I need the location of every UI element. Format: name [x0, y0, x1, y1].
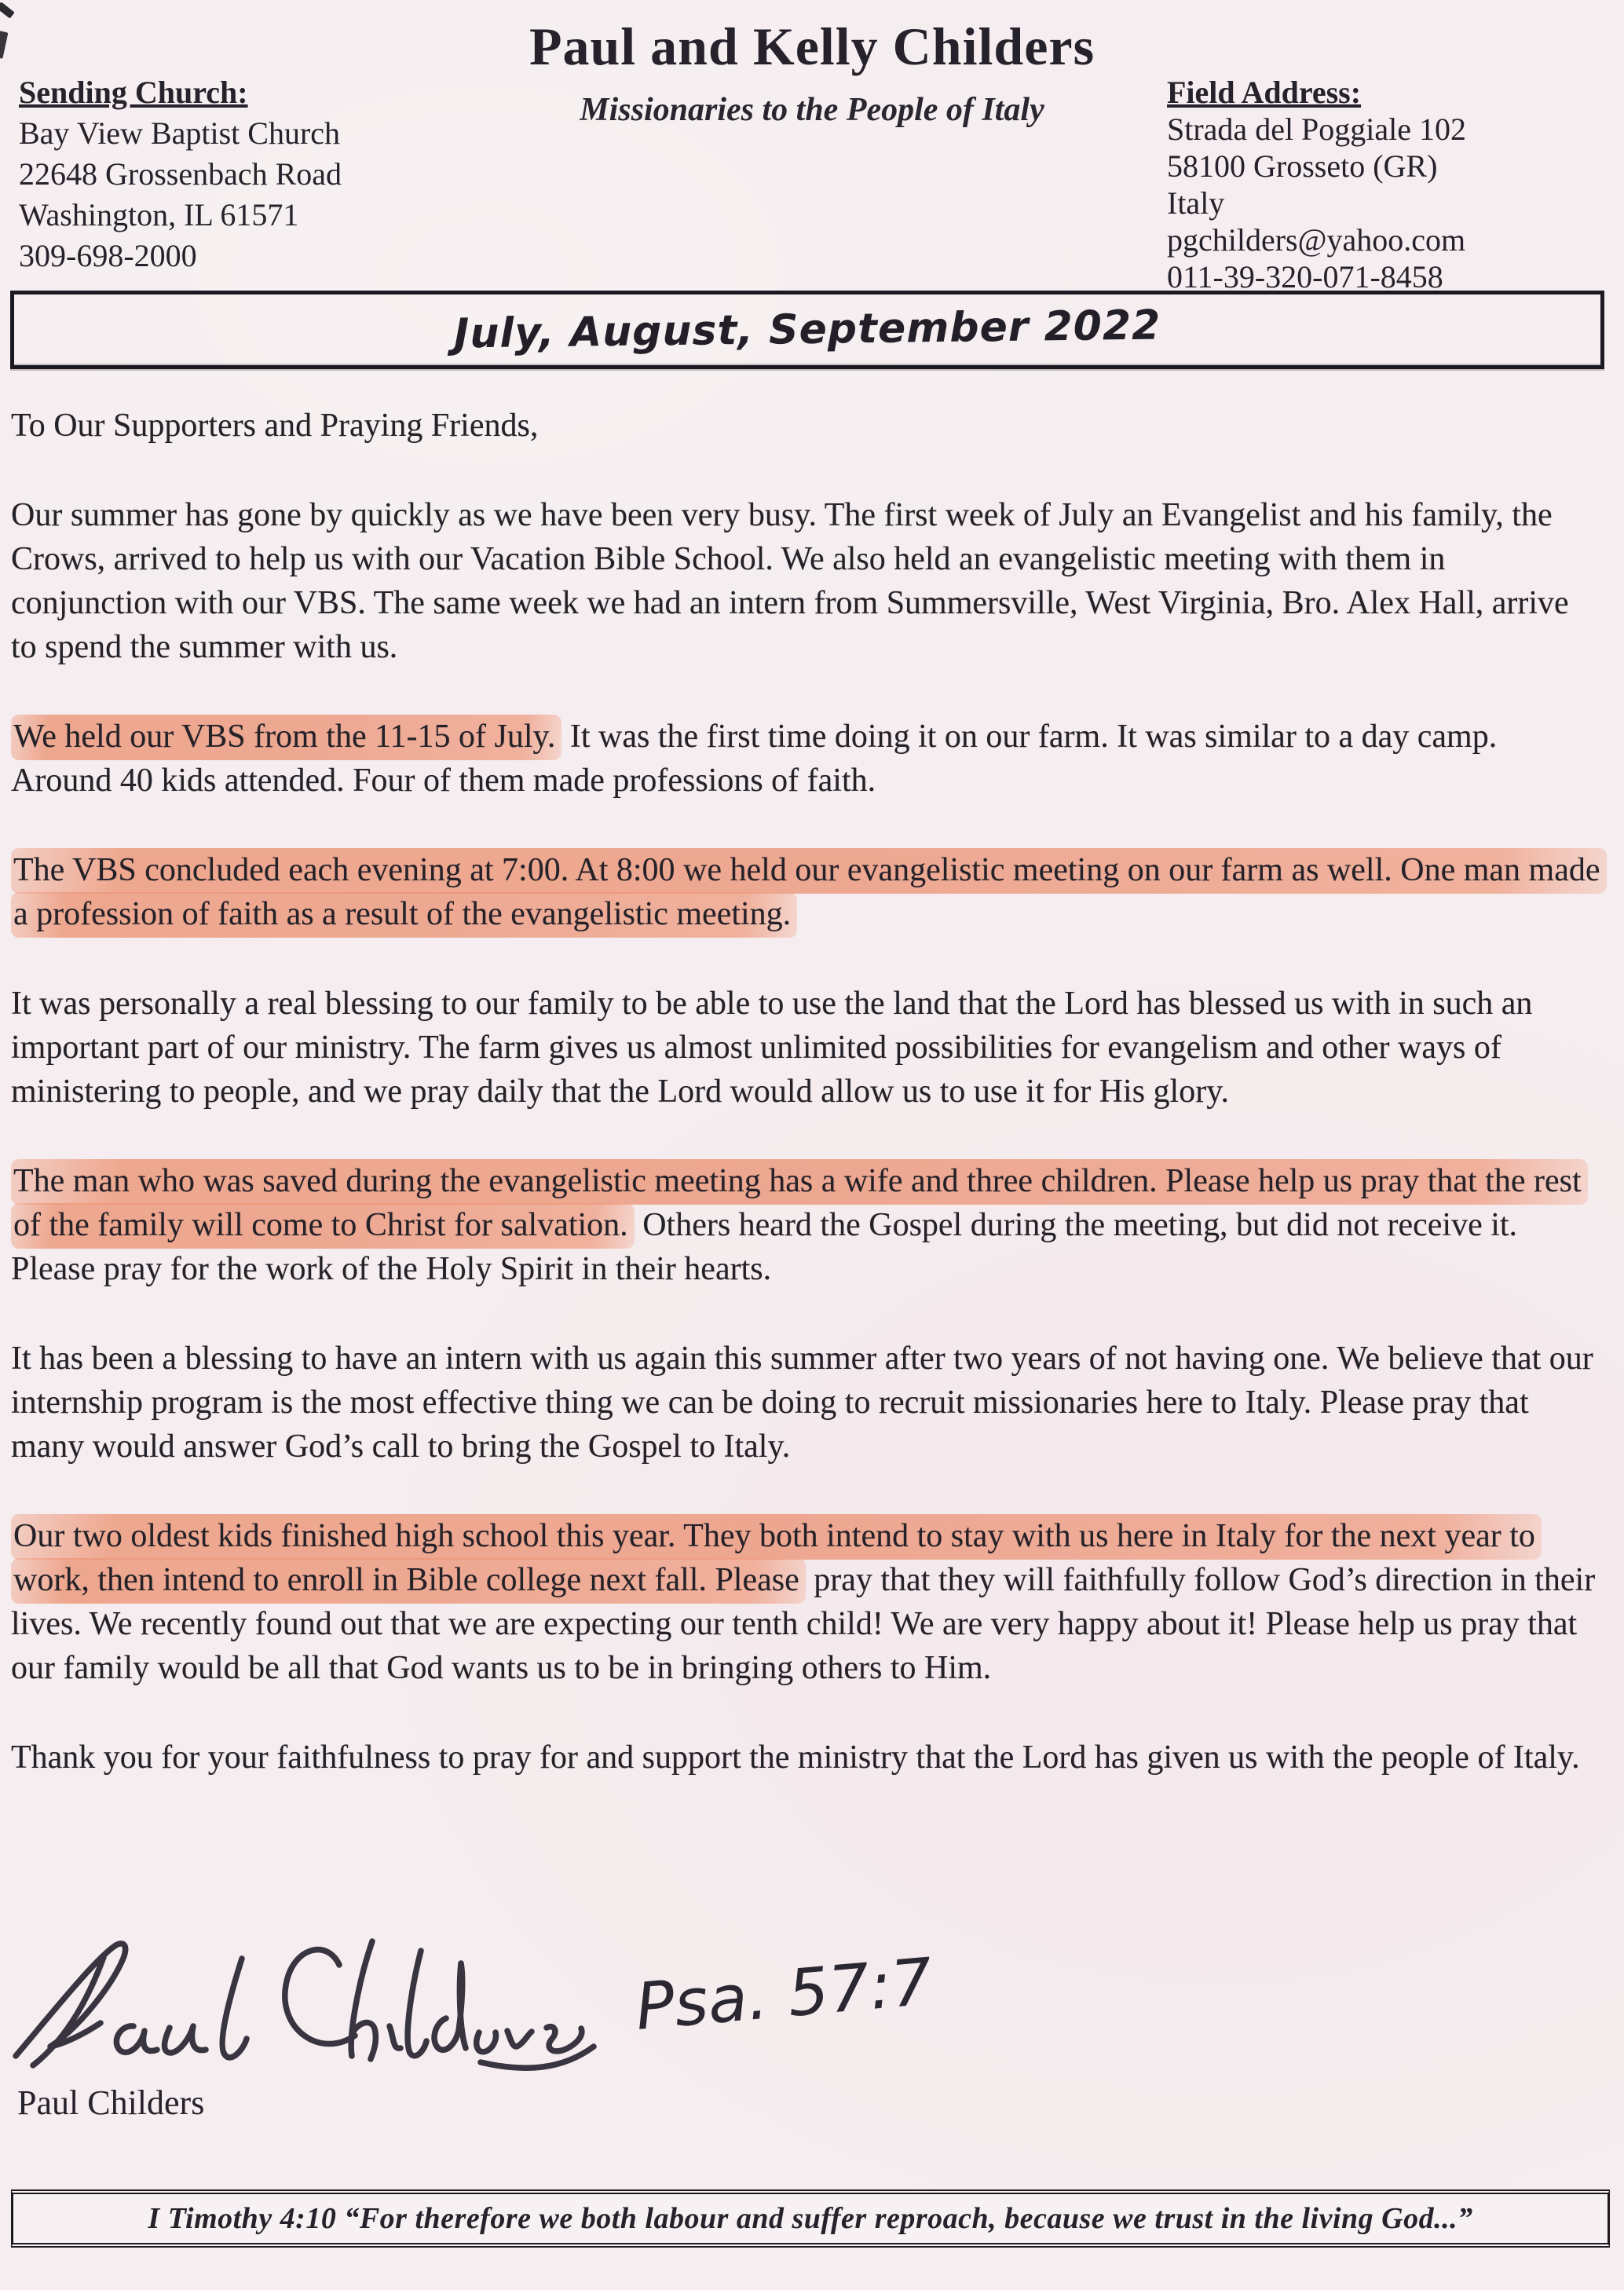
- letter-paragraph: [11, 848, 1602, 936]
- paragraph-text: It was personally a real blessing to our family to be able to use the land that the Lord has blessed us with in such an important part of our ministry. The farm gives us almost unlimited possibilities for evangelism and other ways of ministering to people, and we pray daily that the Lord would allow us to use it for His glory.: [11, 986, 1533, 1110]
- highlighted-text: Our two oldest kids finished high school this year. They both intend to stay with us here in Italy for the next year to work, then intend to enroll in Bible college next fall. Please: [11, 1514, 1542, 1604]
- paragraph-text: Others heard the Gospel during the meeting, but did not receive it. Please pray for the work of the Holy Spirit in their hearts.: [11, 1207, 1518, 1287]
- letter-paragraph: [11, 1736, 1602, 1780]
- letter-paragraph: [11, 1514, 1602, 1690]
- paragraph-text: pray that they will faithfully follow God’s direction in their lives. We recently found out that we are expecting our tenth child! We are very happy about it! Please help us pray that our family would be all that God wants us to be in bringing others to Him.: [11, 1562, 1596, 1686]
- field-address-line: pgchilders@yahoo.com: [1167, 222, 1466, 258]
- paragraph-text: Our summer has gone by quickly as we have been very busy. The first week of July an Evangelist and his family, the Crows, arrived to help us with our Vacation Bible School. We also held an evangelistic meeting with them in conjunction with our VBS. The same week we had an intern from Summersville, West Virginia, Bro. Alex Hall, arrive to spend the summer with us.: [11, 497, 1569, 665]
- letter-body: [11, 404, 1602, 1825]
- field-address-line: Strada del Poggiale 102: [1167, 112, 1467, 147]
- highlighted-text: The man who was saved during the evangelistic meeting has a wife and three children. Please help us pray that the rest of the family will come to Christ for salvation.: [11, 1159, 1588, 1249]
- signature-verse-note: Psa. 57:7: [632, 1944, 936, 2045]
- field-address-line: 58100 Grosseto (GR): [1167, 148, 1438, 184]
- field-address-label: Field Address:: [1167, 75, 1362, 110]
- paragraph-text: It was the first time doing it on our farm. It was similar to a day camp. Around 40 kids attended. Four of them made professions of faith.: [11, 719, 1498, 799]
- paragraph-text: It has been a blessing to have an intern with us again this summer after two years of not having one. We believe that our internship program is the most effective thing we can be doing to recruit missionaries here to Italy. Please pray that many would answer God’s call to bring the Gospel to Italy.: [11, 1341, 1593, 1465]
- sending-church-line: 309-698-2000: [19, 238, 197, 273]
- signature-block: [9, 1930, 999, 2080]
- letter-paragraph: [11, 715, 1602, 803]
- sending-church-line: 22648 Grossenbach Road: [19, 156, 342, 192]
- page-subtitle: Missionaries to the People of Italy: [580, 92, 1044, 128]
- letter-paragraph: [11, 982, 1602, 1114]
- highlighted-text: We held our VBS from the 11-15 of July.: [11, 715, 561, 760]
- footer-verse-text: I Timothy 4:10 “For therefore we both labour and suffer reproach, because we trust in the living God...”: [148, 2202, 1473, 2235]
- sending-church-block: [19, 72, 342, 276]
- letter-paragraph: [11, 1159, 1602, 1291]
- field-address-block: [1167, 74, 1466, 295]
- date-banner: [10, 291, 1604, 369]
- sending-church-line: Washington, IL 61571: [19, 197, 299, 232]
- salutation: To Our Supporters and Praying Friends,: [11, 408, 539, 444]
- typed-name: Paul Childers: [17, 2083, 205, 2122]
- letter-paragraph: [11, 493, 1602, 669]
- paragraph-text: Thank you for your faithfulness to pray for and support the ministry that the Lord has given us with the people of Italy.: [11, 1739, 1580, 1776]
- sending-church-label: Sending Church:: [19, 75, 248, 110]
- signature-script: [9, 1930, 999, 2080]
- date-banner-text: July, August, September 2022: [453, 302, 1161, 358]
- field-address-line: Italy: [1167, 185, 1225, 221]
- sending-church-line: Bay View Baptist Church: [19, 115, 341, 151]
- field-address-line: 011-39-320-071-8458: [1167, 259, 1443, 294]
- page-title: Paul and Kelly Childers: [529, 16, 1095, 76]
- letter-paragraph: [11, 1337, 1602, 1469]
- highlighted-text: The VBS concluded each evening at 7:00. At 8:00 we held our evangelistic meeting on our farm as well. One man made a profession of faith as a result of the evangelistic meeting.: [11, 848, 1607, 938]
- footer-verse-box: [11, 2189, 1610, 2248]
